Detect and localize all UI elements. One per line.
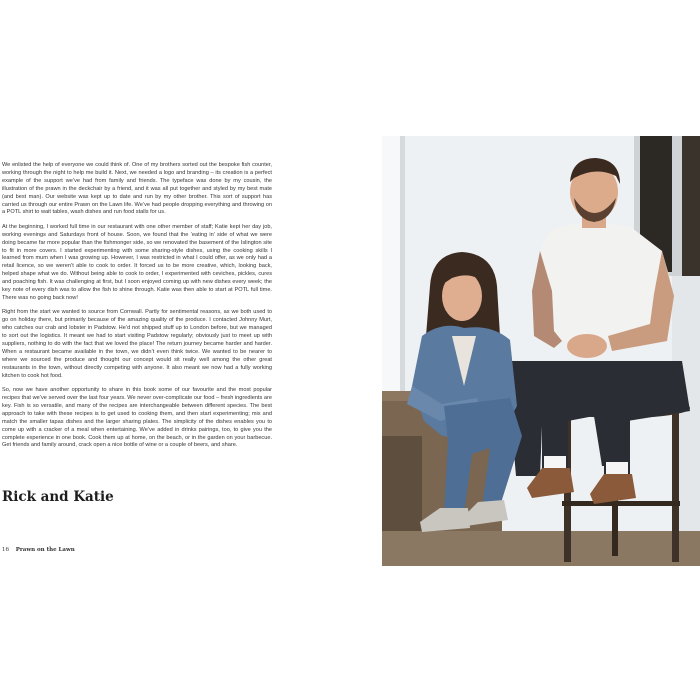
paragraph: So, now we have another opportunity to share in this book some of our favourite and the most popular recipes that we’ve served over the last four years. We never over-complicate our food – fresh ingredients are key. Fish is so versatile, and many of the recipes are interchangeable between different species. The best approach to take with these recipes is to get used to cooking them, and then start experimenting; mix and match the smaller tapas dishes and the larger sharing plates. The simplicity of the dishes enables you to come up with a cracker of a meal when entertaining. We’ve added in drinks pairings, too, to give you the complete experience in one book. Cook them up at home, on the beach, or in the garden on your barbecue. Get friends and family around, crack open a nice bottle of wine or a couple of beers, and share. bbox=[2, 387, 272, 449]
paragraph: We enlisted the help of everyone we could think of. One of my brothers sorted out the bespoke fish counter, working through the night to help me build it. Next, we needed a logo and branding – its creation is a perfect example of the support we’ve had from family and friends. The typeface was done by my cousin, the illustration of the prawn in the deckchair by a friend, and it was all put together and styled by my best mate (and best man). Our website was kept up to date and run by my other brother. This sort of support has carried us through our entire Prawn on the Lawn life. We’ve had people dropping everything and throwing on a POTL shirt to wait tables, wash dishes and run food stalls for us. bbox=[2, 162, 272, 216]
paragraph: Right from the start we wanted to source from Cornwall. Partly for sentimental reasons, as we both used to go on holiday there, but primarily because of the amazing quality of the produce. I contacted Johnny Murt, who catches our crab and lobster in Padstow. He’d not shipped stuff up to London before, but we managed to sort out the logistics. It meant we had to start visiting Padstow regularly; obviously just to meet up with suppliers, nothing to do with the fact that we loved the place! The return journey became harder and harder. When a restaurant became available in the town, we didn’t even think twice. We wanted to be nearer to where we sourced the produce and thought our concept would sit really well among the other great restaurants in the town, without directly competing with anyone. It also meant we now had a fully working kitchen to cook hot food. bbox=[2, 309, 272, 379]
running-title: Prawn on the Lawn bbox=[15, 547, 75, 553]
window-mullion bbox=[400, 136, 405, 406]
photo-illustration bbox=[382, 136, 700, 566]
floor bbox=[382, 531, 700, 566]
folio bbox=[2, 547, 75, 553]
page-number: 16 bbox=[2, 547, 9, 553]
man-hands bbox=[567, 334, 607, 358]
paragraph: At the beginning, I worked full time in our restaurant with one other member of staff; Katie kept her day job, working evenings and Saturdays front of house. Soon, we found that the ‘eating in’ side of what we were doing became far more popular than the fishmonger side, so we renovated the basement of the Islington site to fit in more covers. I started experimenting with some sharing-style dishes, using the cooking skills I learned from mum when I was growing up. However, I was restricted in what I could offer, as we only had a retail licence, so we weren’t able to cook to order. It forced us to be more creative, which, looking back, helped shape what we do. Without being able to cook to order, I experimented with ceviches, pickles, cures and poaching fish. It was challenging at first, but I soon enjoyed coming up with new dishes every week; the key note of every dish was to allow the fish to shine through. Katie was then able to start at POTL full time. There was no going back now! bbox=[2, 223, 272, 301]
door-panel bbox=[682, 136, 700, 276]
section-heading: Rick and Katie bbox=[2, 489, 114, 505]
photo-rick-and-katie bbox=[382, 136, 700, 566]
body-text bbox=[2, 162, 272, 457]
stool-leg bbox=[672, 412, 679, 562]
